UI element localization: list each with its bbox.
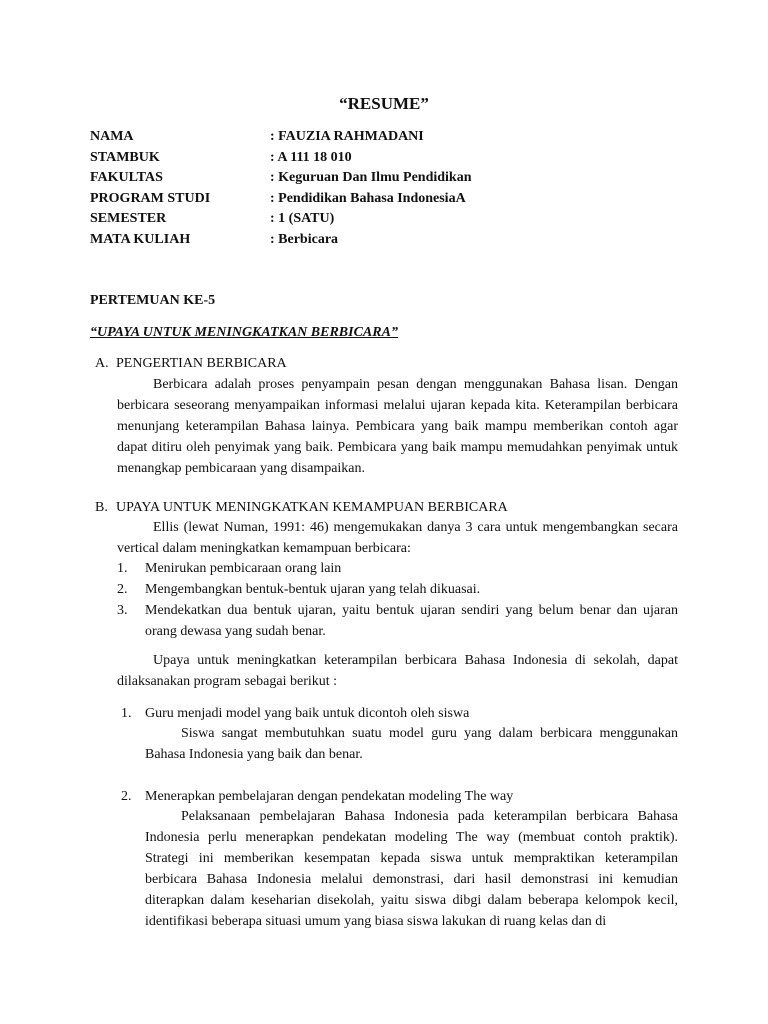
program-2-heading bbox=[121, 786, 513, 807]
document-title: “RESUME” bbox=[339, 94, 429, 113]
list-item bbox=[117, 558, 678, 579]
identity-value: : A 111 18 010 bbox=[270, 149, 352, 165]
identity-row bbox=[90, 188, 472, 209]
identity-value: : 1 (SATU) bbox=[270, 211, 335, 226]
section-b-heading bbox=[95, 497, 508, 518]
program-2-title: Menerapkan pembelajaran dengan pendekatan modeling The way bbox=[145, 789, 514, 804]
list-item-text: Menirukan pembicaraan orang lain bbox=[145, 561, 342, 576]
list-item-number: 2. bbox=[117, 582, 128, 597]
section-a-heading bbox=[95, 353, 287, 374]
list-item bbox=[117, 600, 678, 642]
list-item-text: Mengembangkan bentuk-bentuk ujaran yang telah dikuasai. bbox=[145, 582, 481, 597]
identity-value: : Berbicara bbox=[270, 231, 339, 247]
identity-value: : FAUZIA RAHMADANI bbox=[270, 129, 424, 144]
identity-label: NAMA bbox=[90, 129, 134, 144]
section-b-intro: Ellis (lewat Numan, 1991: 46) mengemukakan danya 3 cara untuk mengembangkan secara vertical dalam meningkatkan kemampuan berbicara: bbox=[117, 520, 678, 556]
identity-row bbox=[90, 229, 472, 250]
program-1-number: 1. bbox=[121, 706, 132, 721]
program-1-title: Guru menjadi model yang baik untuk dicontoh oleh siswa bbox=[145, 706, 470, 721]
list-item-number: 3. bbox=[117, 603, 128, 618]
section-a-letter: A. bbox=[95, 356, 109, 371]
meeting-heading: PERTEMUAN KE-5 bbox=[90, 293, 216, 308]
identity-label: MATA KULIAH bbox=[90, 231, 191, 247]
identity-block bbox=[90, 126, 472, 249]
topic-heading: “UPAYA UNTUK MENINGKATKAN BERBICARA” bbox=[90, 325, 398, 340]
list-item bbox=[117, 579, 678, 600]
identity-label: FAKULTAS bbox=[90, 170, 163, 185]
identity-value: : Pendidikan Bahasa IndonesiaA bbox=[270, 190, 466, 206]
section-a-paragraph: Berbicara adalah proses penyampain pesan dengan menggunakan Bahasa lisan. Dengan berbicara seseorang menyampaikan informasi melalui ujaran kepada kita. Keterampilan berbicara menunjang keterampilan Bahasa lainya. Pembicara yang baik mampu memberikan contoh agar dapat ditiru oleh penyimak yang baik. Pembicara yang baik mampu memudahkan penyimak untuk menangkap pembicaraan yang disampaikan. bbox=[117, 377, 678, 476]
list-item-number: 1. bbox=[117, 561, 128, 576]
identity-row bbox=[90, 167, 472, 188]
identity-row bbox=[90, 208, 472, 229]
program-2-paragraph: Pelaksanaan pembelajaran Bahasa Indonesia pada keterampilan berbicara Bahasa Indonesia perlu menerapkan pendekatan modeling The way (membuat contoh praktik). Strategi ini memberikan kesempatan kepada siswa untuk mempraktikan keterampilan berbicara Bahasa Indonesia melalui demonstrasi, dari hasil demonstrasi ini kemudian diterapkan dalam keseharian disekolah, yaitu siswa dibgi dalam beberapa kelompok kecil, identifikasi beberapa situasi umum yang biasa siswa lakukan di ruang kelas dan di bbox=[145, 809, 678, 929]
program-1-heading bbox=[121, 703, 469, 724]
identity-row bbox=[90, 126, 472, 147]
identity-label: PROGRAM STUDI bbox=[90, 190, 211, 206]
program-intro: Upaya untuk meningkatkan keterampilan berbicara Bahasa Indonesia di sekolah, dapat dilaksanakan program sebagai berikut : bbox=[117, 653, 678, 689]
section-b-letter: B. bbox=[95, 500, 108, 515]
identity-row bbox=[90, 147, 472, 168]
program-2-number: 2. bbox=[121, 789, 132, 804]
program-1-paragraph: Siswa sangat membutuhkan suatu model guru yang dalam berbicara menggunakan Bahasa Indonesia yang baik dan benar. bbox=[145, 726, 678, 762]
list-item-text: Mendekatkan dua bentuk ujaran, yaitu bentuk ujaran sendiri yang belum benar dan ujaran orang dewasa yang sudah benar. bbox=[145, 603, 678, 639]
identity-label: SEMESTER bbox=[90, 211, 167, 226]
identity-label: STAMBUK bbox=[90, 149, 160, 165]
section-b-title: UPAYA UNTUK MENINGKATKAN KEMAMPUAN BERBICARA bbox=[116, 500, 508, 515]
section-a-title: PENGERTIAN BERBICARA bbox=[116, 356, 287, 371]
identity-value: : Keguruan Dan Ilmu Pendidikan bbox=[270, 170, 472, 185]
ways-list bbox=[117, 558, 678, 642]
